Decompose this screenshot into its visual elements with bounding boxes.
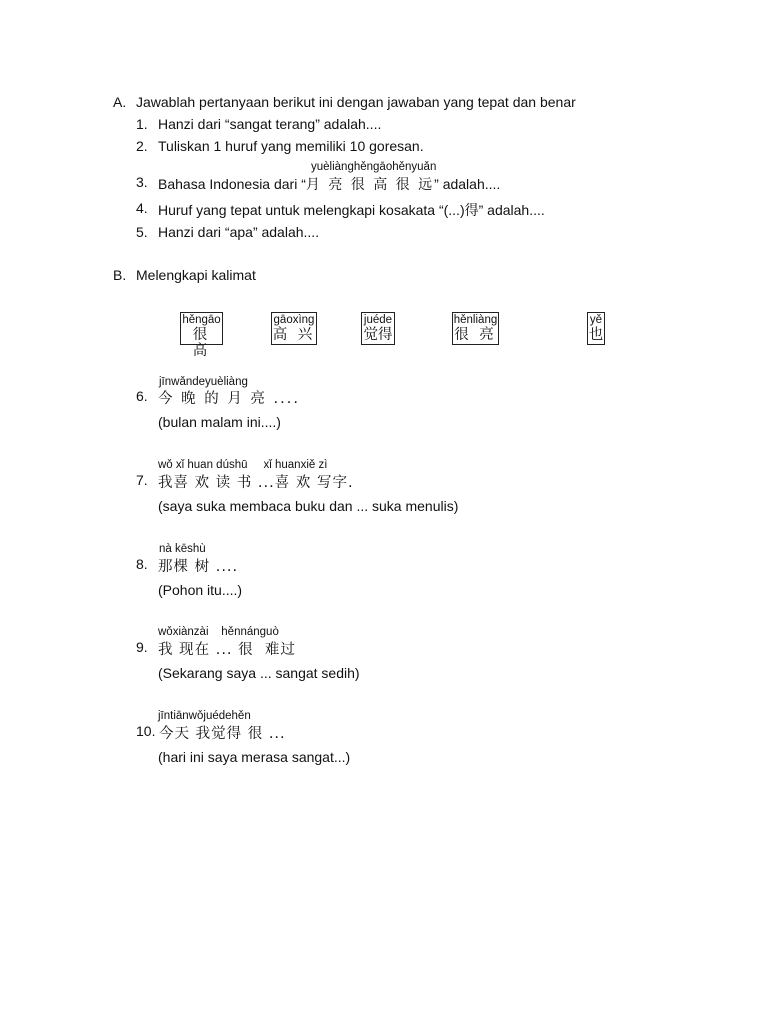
sentence-8-number: 8. bbox=[136, 556, 148, 572]
section-b-marker: B. bbox=[113, 267, 127, 283]
sentence-9-pinyin: wǒxiànzài hěnnánguò bbox=[158, 626, 279, 638]
question-4-number: 4. bbox=[136, 200, 148, 216]
question-3-pre: Bahasa Indonesia dari “ bbox=[158, 176, 306, 192]
question-3-text bbox=[158, 174, 500, 194]
question-2-text: Tuliskan 1 huruf yang memiliki 10 goresan. bbox=[158, 138, 424, 154]
word-bank-item bbox=[180, 312, 223, 359]
question-4-text: Huruf yang tepat untuk melengkapi kosakata “(...)得” adalah.... bbox=[158, 202, 545, 218]
sentence-8-pinyin: nà kēshù bbox=[159, 543, 206, 555]
sentence-8-translation: (Pohon itu....) bbox=[158, 582, 243, 598]
sentence-9-number: 9. bbox=[136, 639, 148, 655]
word-bank-pinyin: hěngāo bbox=[182, 314, 221, 326]
word-bank-hanzi: 高 兴 bbox=[272, 327, 316, 343]
sentence-7-number: 7. bbox=[136, 472, 148, 488]
sentence-10-hanzi: 今天 我觉得 很 ... bbox=[159, 726, 286, 742]
word-bank-hanzi: 很 亮 bbox=[454, 327, 497, 343]
sentence-10-pinyin: jīntiānwǒjuédehěn bbox=[158, 710, 251, 722]
question-1-text: Hanzi dari “sangat terang” adalah.... bbox=[158, 116, 382, 132]
question-3-number: 3. bbox=[136, 174, 148, 190]
sentence-7-hanzi: 我喜 欢 读 书 ...喜 欢 写字. bbox=[158, 475, 354, 491]
sentence-10-number: 10. bbox=[136, 723, 156, 739]
sentence-10-translation: (hari ini saya merasa sangat...) bbox=[158, 749, 351, 765]
word-bank-hanzi: 觉得 bbox=[363, 327, 393, 343]
sentence-6-hanzi: 今 晚 的 月 亮 .... bbox=[158, 391, 300, 407]
question-3-post: ” adalah.... bbox=[434, 176, 501, 192]
sentence-8-hanzi: 那棵 树 .... bbox=[158, 559, 239, 575]
sentence-9-translation: (Sekarang saya ... sangat sedih) bbox=[158, 665, 360, 681]
word-bank-pinyin: hěnliàng bbox=[453, 314, 498, 326]
question-1-number: 1. bbox=[136, 116, 148, 132]
question-3-pinyin: yuèliànghěngāohěnyuǎn bbox=[311, 161, 437, 173]
sentence-7-pinyin: wǒ xǐ huan dúshū xǐ huanxiě zì bbox=[158, 459, 328, 471]
section-a-marker: A. bbox=[113, 94, 127, 110]
word-bank-hanzi: 很 高 bbox=[192, 327, 211, 359]
question-3-hanzi: 月 亮 很 高 很 远 bbox=[305, 177, 435, 193]
word-bank-pinyin: yě bbox=[589, 314, 603, 326]
word-bank-item bbox=[452, 312, 499, 345]
section-b-title: Melengkapi kalimat bbox=[136, 267, 256, 283]
word-bank-pinyin: gāoxìng bbox=[273, 314, 315, 326]
question-2-number: 2. bbox=[136, 138, 148, 154]
word-bank-pinyin: juéde bbox=[363, 314, 393, 326]
sentence-7-translation: (saya suka membaca buku dan ... suka menulis) bbox=[158, 498, 459, 514]
sentence-6-translation: (bulan malam ini....) bbox=[158, 414, 281, 430]
section-a-title: Jawablah pertanyaan berikut ini dengan jawaban yang tepat dan benar bbox=[136, 94, 576, 110]
word-bank-item bbox=[361, 312, 395, 345]
word-bank-item bbox=[587, 312, 605, 345]
question-5-number: 5. bbox=[136, 224, 148, 240]
question-5-text: Hanzi dari “apa” adalah.... bbox=[158, 224, 320, 240]
sentence-6-pinyin: jīnwǎndeyuèliàng bbox=[159, 376, 248, 388]
word-bank-item bbox=[271, 312, 317, 345]
word-bank-hanzi: 也 bbox=[588, 327, 604, 343]
sentence-6-number: 6. bbox=[136, 388, 148, 404]
sentence-9-hanzi: 我 现在 ... 很 难过 bbox=[158, 642, 296, 658]
